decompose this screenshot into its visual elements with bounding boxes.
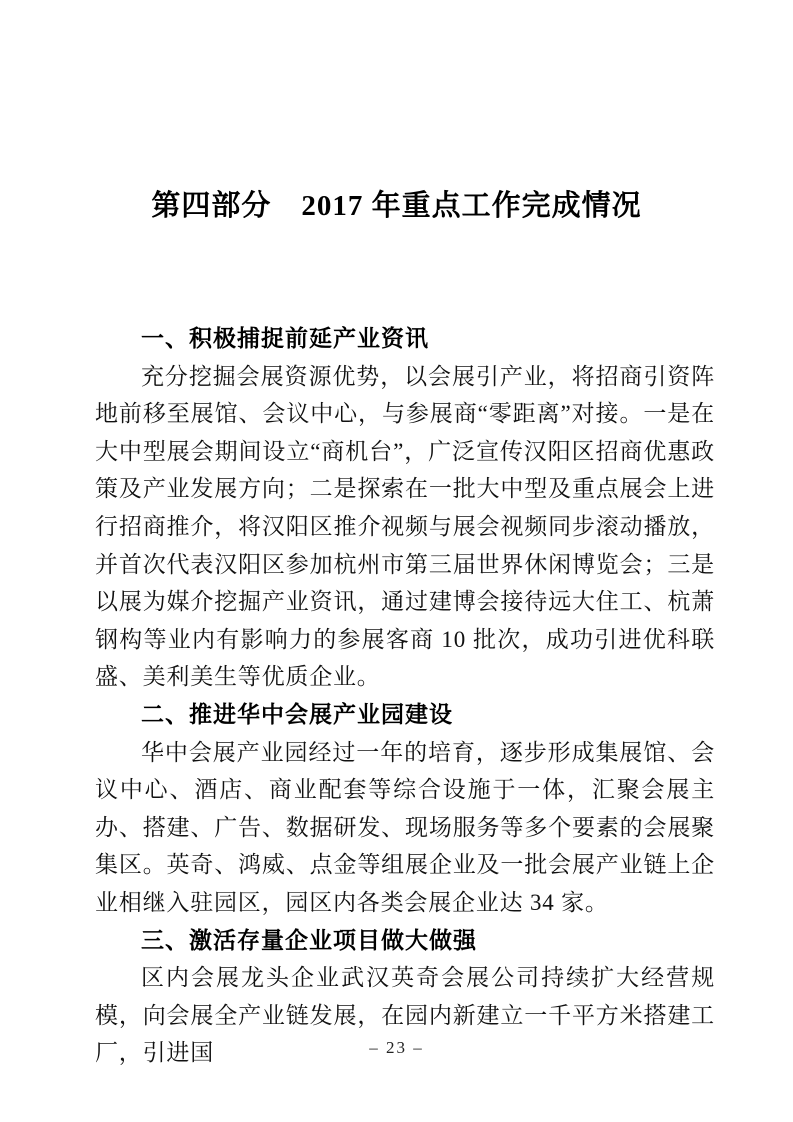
section-1-paragraph: 充分挖掘会展资源优势，以会展引产业，将招商引资阵地前移至展馆、会议中心，与参展商“零距离”对接。一是在大中型展会期间设立“商机台”，广泛宣传汉阳区招商优惠政策及产业发展方向；二是探索在一批大中型及重点展会上进行招商推介，将汉阳区推介视频与展会视频同步滚动播放，并首次代表汉阳区参加杭州市第三届世界休闲博览会；三是以展为媒介挖掘产业资讯，通过建博会接待远大住工、杭萧钢构等业内有影响力的参展客商 10 批次，成功引进优科联盛、美利美生等优质企业。 — [95, 363, 715, 690]
page-footer — [0, 1038, 793, 1058]
section-3-heading: 三、激活存量企业项目做大做强 — [141, 927, 477, 953]
page-number: – 23 – — [369, 1038, 424, 1057]
document-title: 第四部分 2017 年重点工作完成情况 — [151, 190, 642, 222]
section-3-paragraph: 区内会展龙头企业武汉英奇会展公司持续扩大经营规模，向会展全产业链发展，在园内新建立一千平方米搭建工厂，引进国 — [95, 965, 715, 1066]
section-2-heading: 二、推进华中会展产业园建设 — [141, 701, 453, 727]
section-1-heading: 一、积极捕捉前延产业资讯 — [141, 326, 429, 351]
document-body — [95, 320, 715, 1072]
section-2-paragraph: 华中会展产业园经过一年的培育，逐步形成集展馆、会议中心、酒店、商业配套等综合设施于一体，汇聚会展主办、搭建、广告、数据研发、现场服务等多个要素的会展聚集区。英奇、鸿威、点金等组展企业及一批会展产业链上企业相继入驻园区，园区内各类会展企业达 34 家。 — [95, 739, 715, 915]
